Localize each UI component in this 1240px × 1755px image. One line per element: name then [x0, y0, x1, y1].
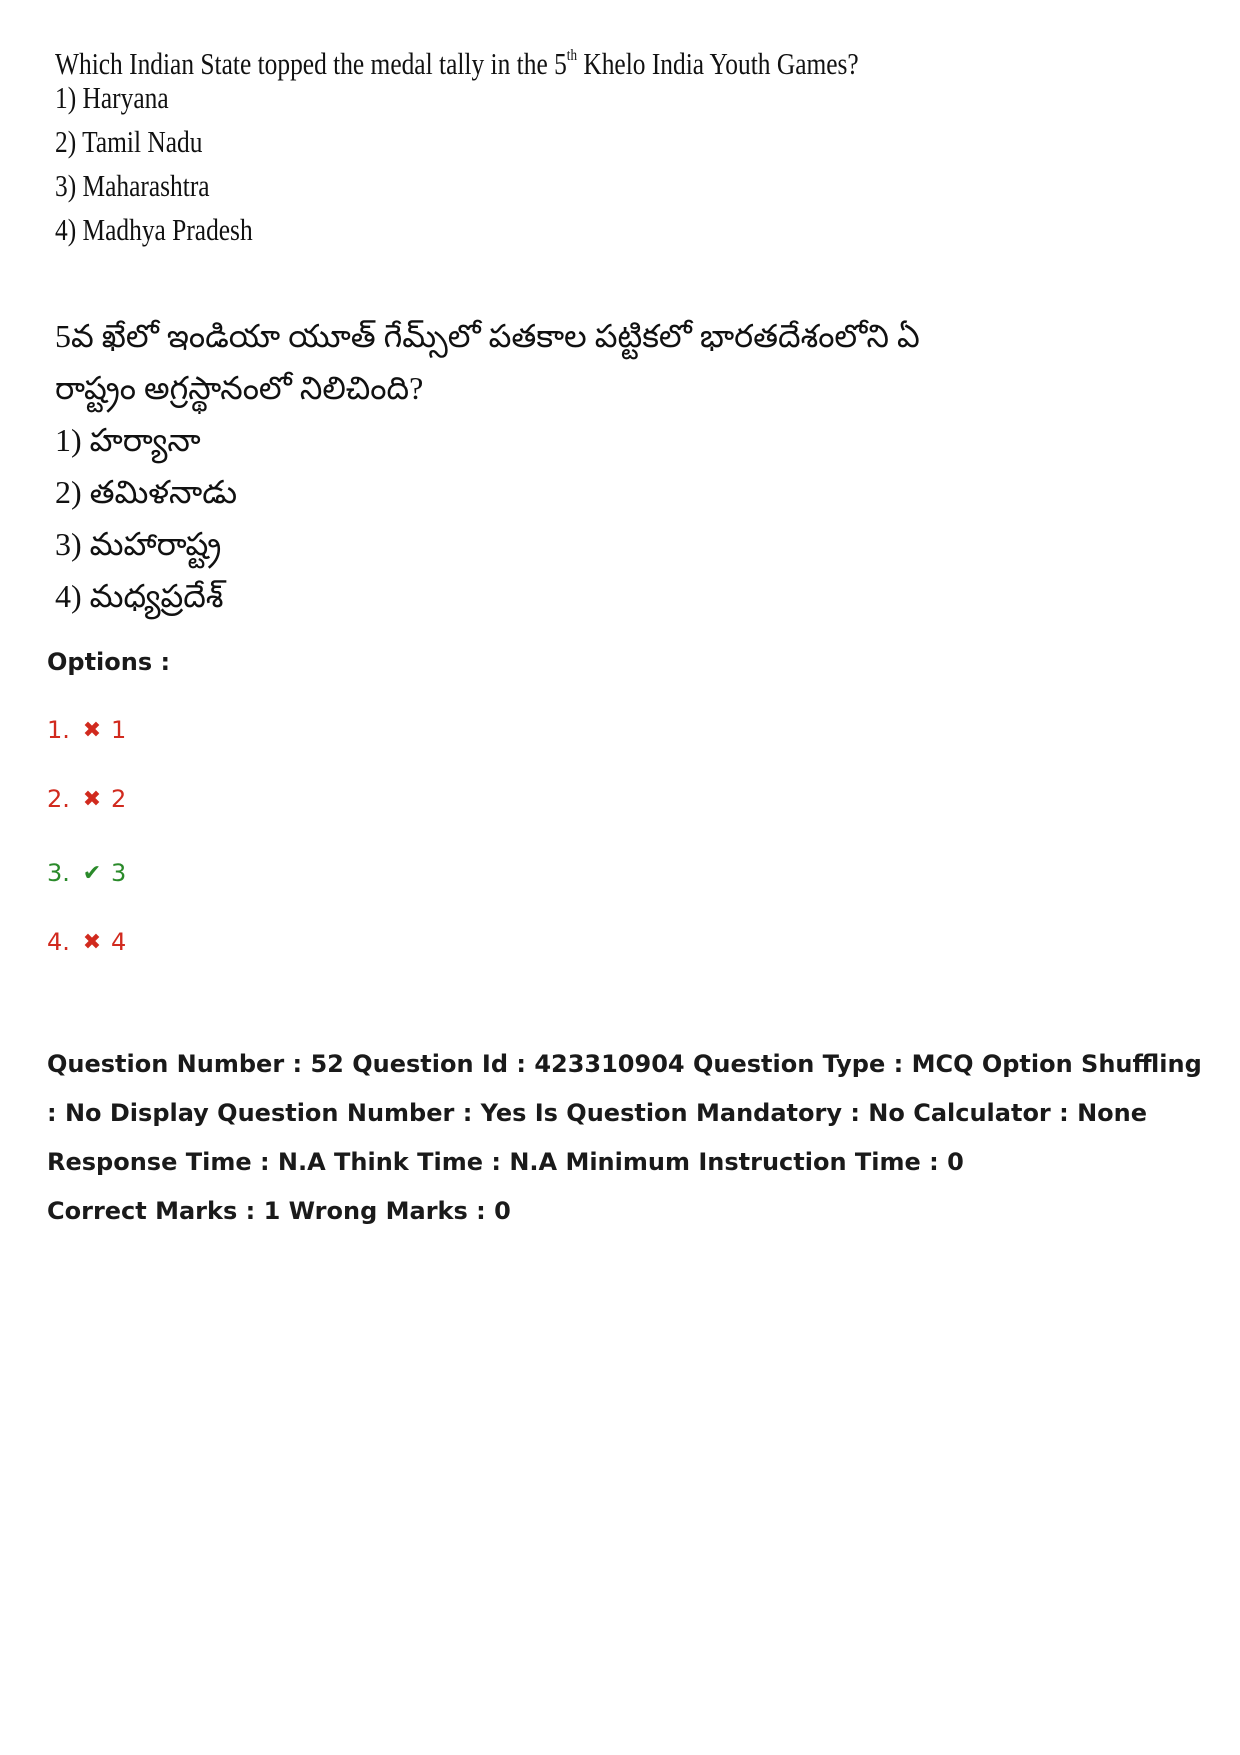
answer-option-3 [47, 859, 126, 887]
question-option-telugu-1: 1) హర్యానా [55, 422, 201, 458]
question-option-telugu-4: 4) మధ్యప్రదేశ్ [55, 578, 224, 614]
cross-icon: ✖ [82, 717, 102, 743]
answer-option-value: 3 [111, 859, 127, 887]
answer-option-number: 3. [47, 859, 70, 887]
answer-option-number: 1. [47, 716, 70, 744]
question-option-english-3: 3) Maharashtra [55, 168, 210, 203]
question-text-telugu: 5వ ఖేలో ఇండియా యూత్ గేమ్స్‌లో పతకాల పట్టికలో భారతదేశంలోని ఏ రాష్ట్రం అగ్రస్థానంలో నిలిచింది? [55, 318, 920, 406]
cross-icon: ✖ [82, 786, 102, 812]
answer-option-number: 2. [47, 785, 70, 813]
answer-option-4 [47, 928, 126, 956]
question-option-english-2: 2) Tamil Nadu [55, 124, 203, 159]
cross-icon: ✖ [82, 929, 102, 955]
check-icon: ✔ [82, 860, 102, 886]
options-label: Options : [47, 648, 171, 676]
question-option-english-1: 1) Haryana [55, 80, 169, 115]
answer-option-value: 1 [111, 716, 127, 744]
answer-option-2 [47, 785, 126, 813]
answer-option-value: 2 [111, 785, 127, 813]
question-text-english: Which Indian State topped the medal tally in the 5th Khelo India Youth Games? [55, 46, 859, 81]
marks-info: Correct Marks : 1 Wrong Marks : 0 [47, 1197, 511, 1225]
question-image-telugu [55, 310, 955, 622]
question-option-telugu-3: 3) మహారాష్ట్ర [55, 526, 222, 562]
answer-option-number: 4. [47, 928, 70, 956]
answer-option-value: 4 [111, 928, 127, 956]
question-option-telugu-2: 2) తమిళనాడు [55, 474, 238, 510]
question-metadata: Question Number : 52 Question Id : 423310904 Question Type : MCQ Option Shuffling : No Display Question Number : Yes Is Question Mandatory : No Calculator : None Response Time : N.A Think Time : N.A Minimum Instruction Time : 0 [47, 1050, 1202, 1176]
question-image-english [55, 36, 955, 252]
answer-option-1 [47, 716, 126, 744]
question-option-english-4: 4) Madhya Pradesh [55, 212, 253, 247]
